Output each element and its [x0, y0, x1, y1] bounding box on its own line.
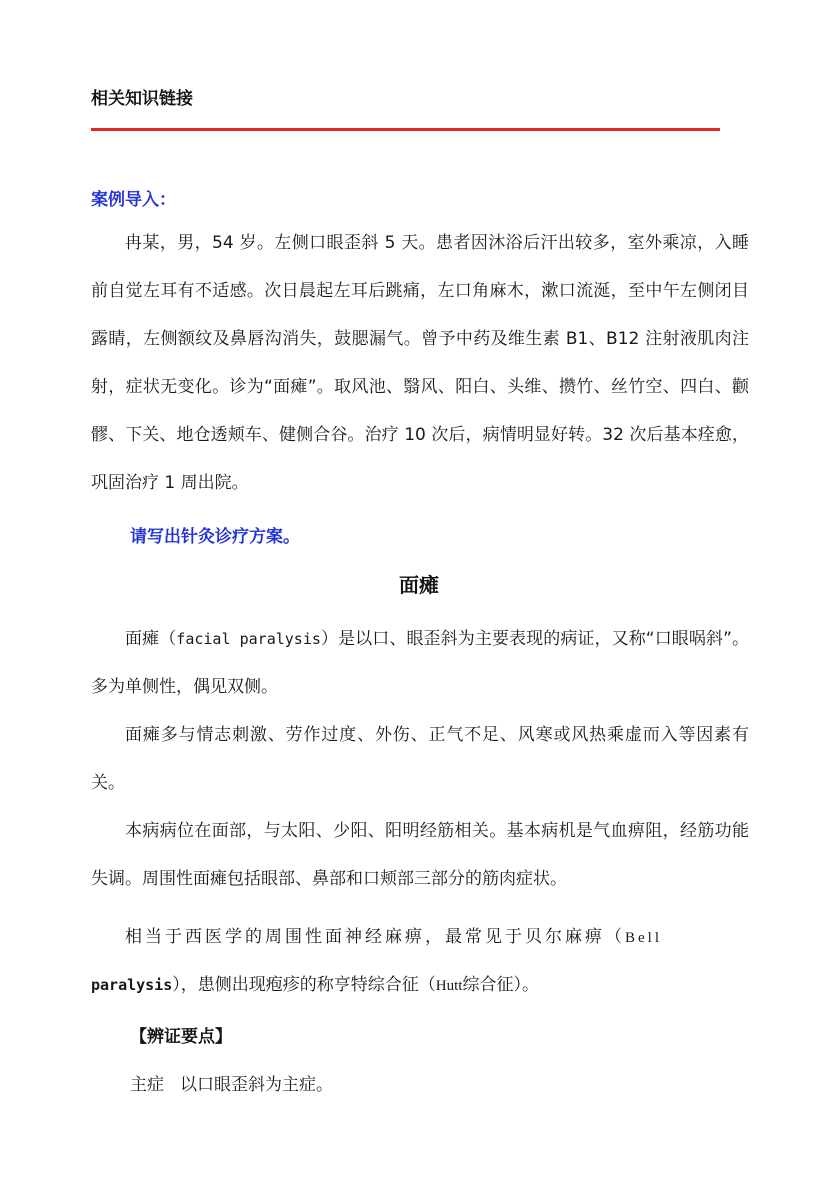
paragraph-pathogenesis: 本病病位在面部，与太阳、少阳、阳明经筋相关。基本病机是气血痹阻，经筋功能失调。周围性面瘫包括眼部、鼻部和口颊部三部分的筋肉症状。 [91, 821, 749, 889]
western-text-a: 相当于西医学的周围性面神经麻痹，最常见于贝尔麻痹（ [125, 927, 625, 947]
paragraph-causes: 面瘫多与情志刺激、劳作过度、外伤、正气不足、风寒或风热乘虚而入等因素有关。 [91, 725, 749, 793]
definition-english-term: facial paralysis [176, 630, 321, 648]
english-paralysis: paralysis [91, 976, 173, 994]
english-bell: Bell [625, 930, 662, 946]
paragraph-western-medicine [91, 913, 749, 962]
paragraph-western-medicine-cont [91, 961, 749, 1010]
english-hutt: Hutt [435, 978, 463, 994]
paragraph-definition [91, 615, 749, 711]
western-text-c: 综合征）。 [462, 975, 539, 995]
case-task: 请写出针灸诊疗方案。 [130, 527, 300, 547]
header-title: 相关知识链接 [91, 89, 193, 109]
western-text-b: ），患侧出现疱疹的称亨特综合征（ [172, 975, 436, 995]
definition-text-a: 面瘫（ [125, 629, 177, 649]
definition-text-b: ）是以口、眼歪斜为主要表现的病证，又称“口眼㖞斜”。多为单侧性，偶见双侧。 [91, 629, 749, 697]
document-title: 面瘫 [399, 573, 439, 597]
main-symptom-line [130, 1070, 333, 1095]
main-symptom-label: 主症 [130, 1075, 164, 1095]
case-paragraph: 冉某，男，54 岁。左侧口眼歪斜 5 天。患者因沐浴后汗出较多，室外乘凉，入睡前自觉左耳有不适感。次日晨起左耳后跳痛，左口角麻木，漱口流涎，至中午左侧闭目露睛，左侧额纹及鼻唇沟消失，鼓腮漏气。曾予中药及维生素 B1、B12 注射液肌肉注射，症状无变化。诊为“面瘫”。取风池、翳风、阳白、头维、攒竹、丝竹空、四白、颧髎、下关、地仓透颊车、健侧合谷。治疗 10 次后，病情明显好转。32 次后基本痊愈，巩固治疗 1 周出院。 [91, 233, 749, 493]
main-symptom-text: 以口眼歪斜为主症。 [180, 1075, 333, 1095]
section-heading-differentiation: 【辨证要点】 [130, 1027, 232, 1047]
case-label: 案例导入： [91, 190, 176, 210]
header-divider [91, 128, 720, 131]
